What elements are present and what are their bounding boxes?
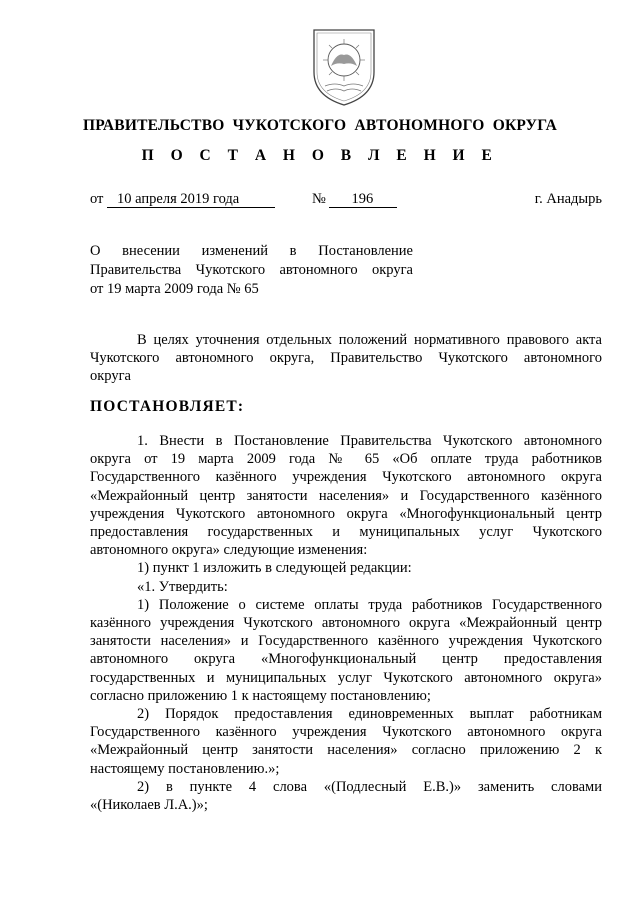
preamble-line: Чукотского автономного округа, Правительство Чукотского автономного [90, 350, 602, 367]
body-line: настоящему постановлению.»; [90, 760, 280, 777]
body-line: «(Николаев Л.А.)»; [90, 797, 208, 814]
decree-body [90, 432, 602, 814]
body-line: предоставления государственных и муниципальных услуг Чукотского [90, 524, 602, 541]
subject-line: от 19 марта 2009 года № 65 [90, 281, 259, 297]
document-type-heading: П О С Т А Н О В Л Е Н И Е [141, 147, 499, 164]
body-line: Государственного казённого учреждения Чукотского автономного округа [90, 469, 602, 486]
preamble [90, 331, 602, 386]
body-line: «1. Утвердить: [137, 578, 228, 595]
preamble-line: В целях уточнения отдельных положений нормативного правового акта [137, 332, 602, 348]
organization-title: ПРАВИТЕЛЬСТВО ЧУКОТСКОГО АВТОНОМНОГО ОКРУГА [82, 117, 558, 134]
document-number [312, 191, 397, 208]
body-line: учреждения Чукотского автономного округа «Многофункциональный центр [90, 505, 602, 522]
body-line: автономного округа «Многофункциональный центр предоставления [90, 651, 602, 668]
body-line: 1) Положение о системе оплаты труда работников Государственного [137, 596, 602, 613]
body-line: «Межрайонный центр занятости населения» и Государственного казённого [90, 487, 602, 504]
body-line: государственных и муниципальных услуг Чукотского автономного округа» [90, 669, 602, 686]
body-line: 2) Порядок предоставления единовременных выплат работникам [137, 706, 602, 723]
number-prefix: № [312, 191, 326, 207]
subject-line: О внесении изменений в Постановление [90, 243, 413, 259]
body-line: 2) в пункте 4 слова «(Подлесный Е.В.)» заменить словами [137, 778, 602, 795]
body-line: согласно приложению 1 к настоящему постановлению; [90, 687, 431, 704]
body-line: автономного округа» следующие изменения: [90, 542, 368, 559]
subject-line: Правительства Чукотского автономного округа [90, 262, 413, 278]
document-date [90, 191, 275, 208]
body-line: 1. Внести в Постановление Правительства Чукотского автономного [137, 433, 602, 449]
body-line: 1) пункт 1 изложить в следующей редакции: [137, 560, 412, 577]
date-value: 10 апреля 2019 года [107, 192, 275, 208]
body-line: занятости населения» и Государственного казённого учреждения Чукотского [90, 633, 602, 650]
document-subject [90, 242, 413, 299]
body-line: казённого учреждения Чукотского автономного округа «Межрайонный центр [90, 615, 602, 632]
body-line: Государственного казённого учреждения Чукотского автономного округа [90, 724, 602, 741]
body-line: «Межрайонный центр занятости населения» согласно приложению 2 к [90, 742, 602, 759]
date-prefix: от [90, 191, 104, 207]
coat-of-arms-icon [307, 22, 381, 108]
number-value: 196 [329, 192, 397, 208]
preamble-line: округа [90, 368, 131, 385]
body-line: округа от 19 марта 2009 года № 65 «Об оплате труда работников [90, 451, 602, 468]
decree-word: ПОСТАНОВЛЯЕТ: [90, 398, 245, 415]
document-city: г. Анадырь [534, 191, 602, 207]
